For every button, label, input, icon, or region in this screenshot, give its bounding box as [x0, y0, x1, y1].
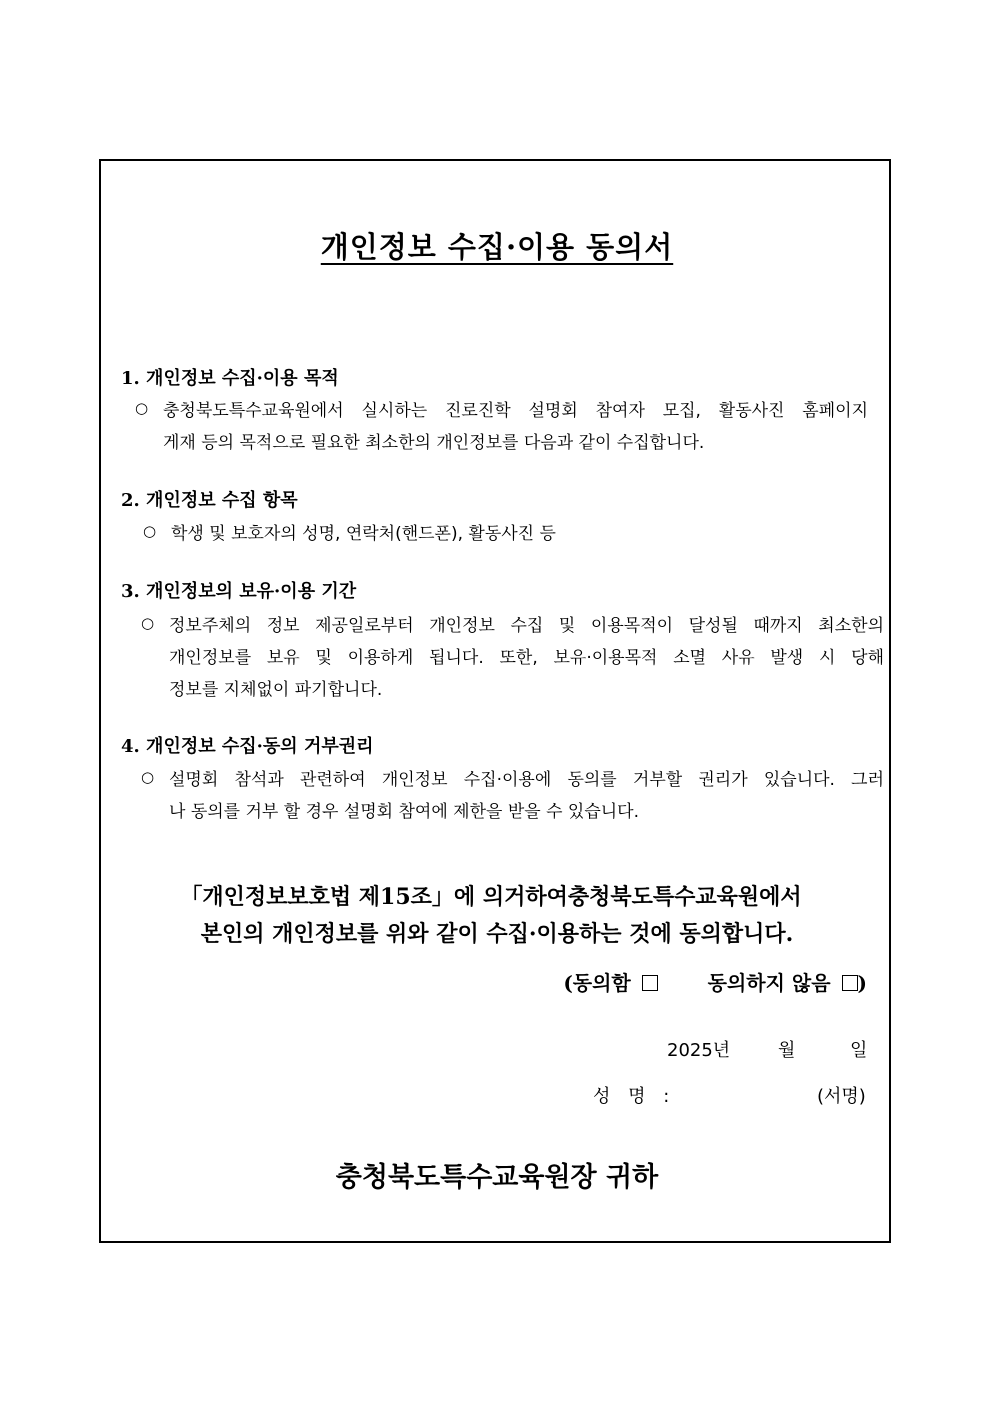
section-1-line-2: 게재 등의 목적으로 필요한 최소한의 개인정보를 다음과 같이 수집합니다.	[163, 433, 705, 453]
date-year: 2025년	[667, 1040, 731, 1061]
date-day: 일	[850, 1040, 868, 1061]
section-4-heading: 4. 개인정보 수집·동의 거부권리	[121, 736, 374, 757]
agree-label: (동의함	[563, 971, 631, 995]
close-paren: )	[857, 971, 867, 995]
addressee: 충청북도특수교육원장 귀하	[335, 1162, 659, 1193]
section-2-heading: 2. 개인정보 수집 항목	[121, 490, 298, 511]
agree-checkbox[interactable]	[642, 975, 658, 991]
declaration-line-2: 본인의 개인정보를 위와 같이 수집·이용하는 것에 동의합니다.	[200, 921, 794, 947]
consent-form	[99, 159, 891, 1243]
section-3-line-1: 정보주체의 정보 제공일로부터 개인정보 수집 및 이용목적이 달성될 때까지 최소한의	[169, 616, 884, 636]
disagree-checkbox[interactable]	[842, 975, 858, 991]
section-3-line-3: 정보를 지체없이 파기합니다.	[169, 680, 383, 700]
section-1-heading: 1. 개인정보 수집·이용 목적	[121, 368, 339, 389]
section-1-bullet: ○	[135, 399, 149, 417]
section-3-line-2: 개인정보를 보유 및 이용하게 됩니다. 또한, 보유·이용목적 소멸 사유 발생 시 당해	[169, 648, 884, 668]
section-4-line-2: 나 동의를 거부 할 경우 설명회 참여에 제한을 받을 수 있습니다.	[169, 802, 639, 822]
section-4-line-1: 설명회 참석과 관련하여 개인정보 수집·이용에 동의를 거부할 권리가 있습니다. 그러	[169, 770, 884, 790]
name-label: 성 명 :	[593, 1086, 676, 1107]
page-title: 개인정보 수집·이용 동의서	[320, 230, 674, 264]
signature-label: (서명)	[817, 1086, 866, 1107]
declaration-line-1: 「개인정보보호법 제15조」에 의거하여충청북도특수교육원에서	[180, 884, 802, 910]
date-month: 월	[778, 1040, 796, 1061]
section-2-line-1: 학생 및 보호자의 성명, 연락처(핸드폰), 활동사진 등	[171, 524, 556, 544]
section-3-bullet: ○	[141, 614, 155, 632]
section-4-bullet: ○	[141, 768, 155, 786]
section-3-heading: 3. 개인정보의 보유·이용 기간	[121, 581, 357, 602]
section-2-bullet: ○	[143, 522, 157, 540]
consent-options	[563, 967, 867, 996]
section-1-line-1: 충청북도특수교육원에서 실시하는 진로진학 설명회 참여자 모집, 활동사진 홈페이지	[163, 401, 868, 421]
disagree-label: 동의하지 않음	[707, 971, 831, 995]
